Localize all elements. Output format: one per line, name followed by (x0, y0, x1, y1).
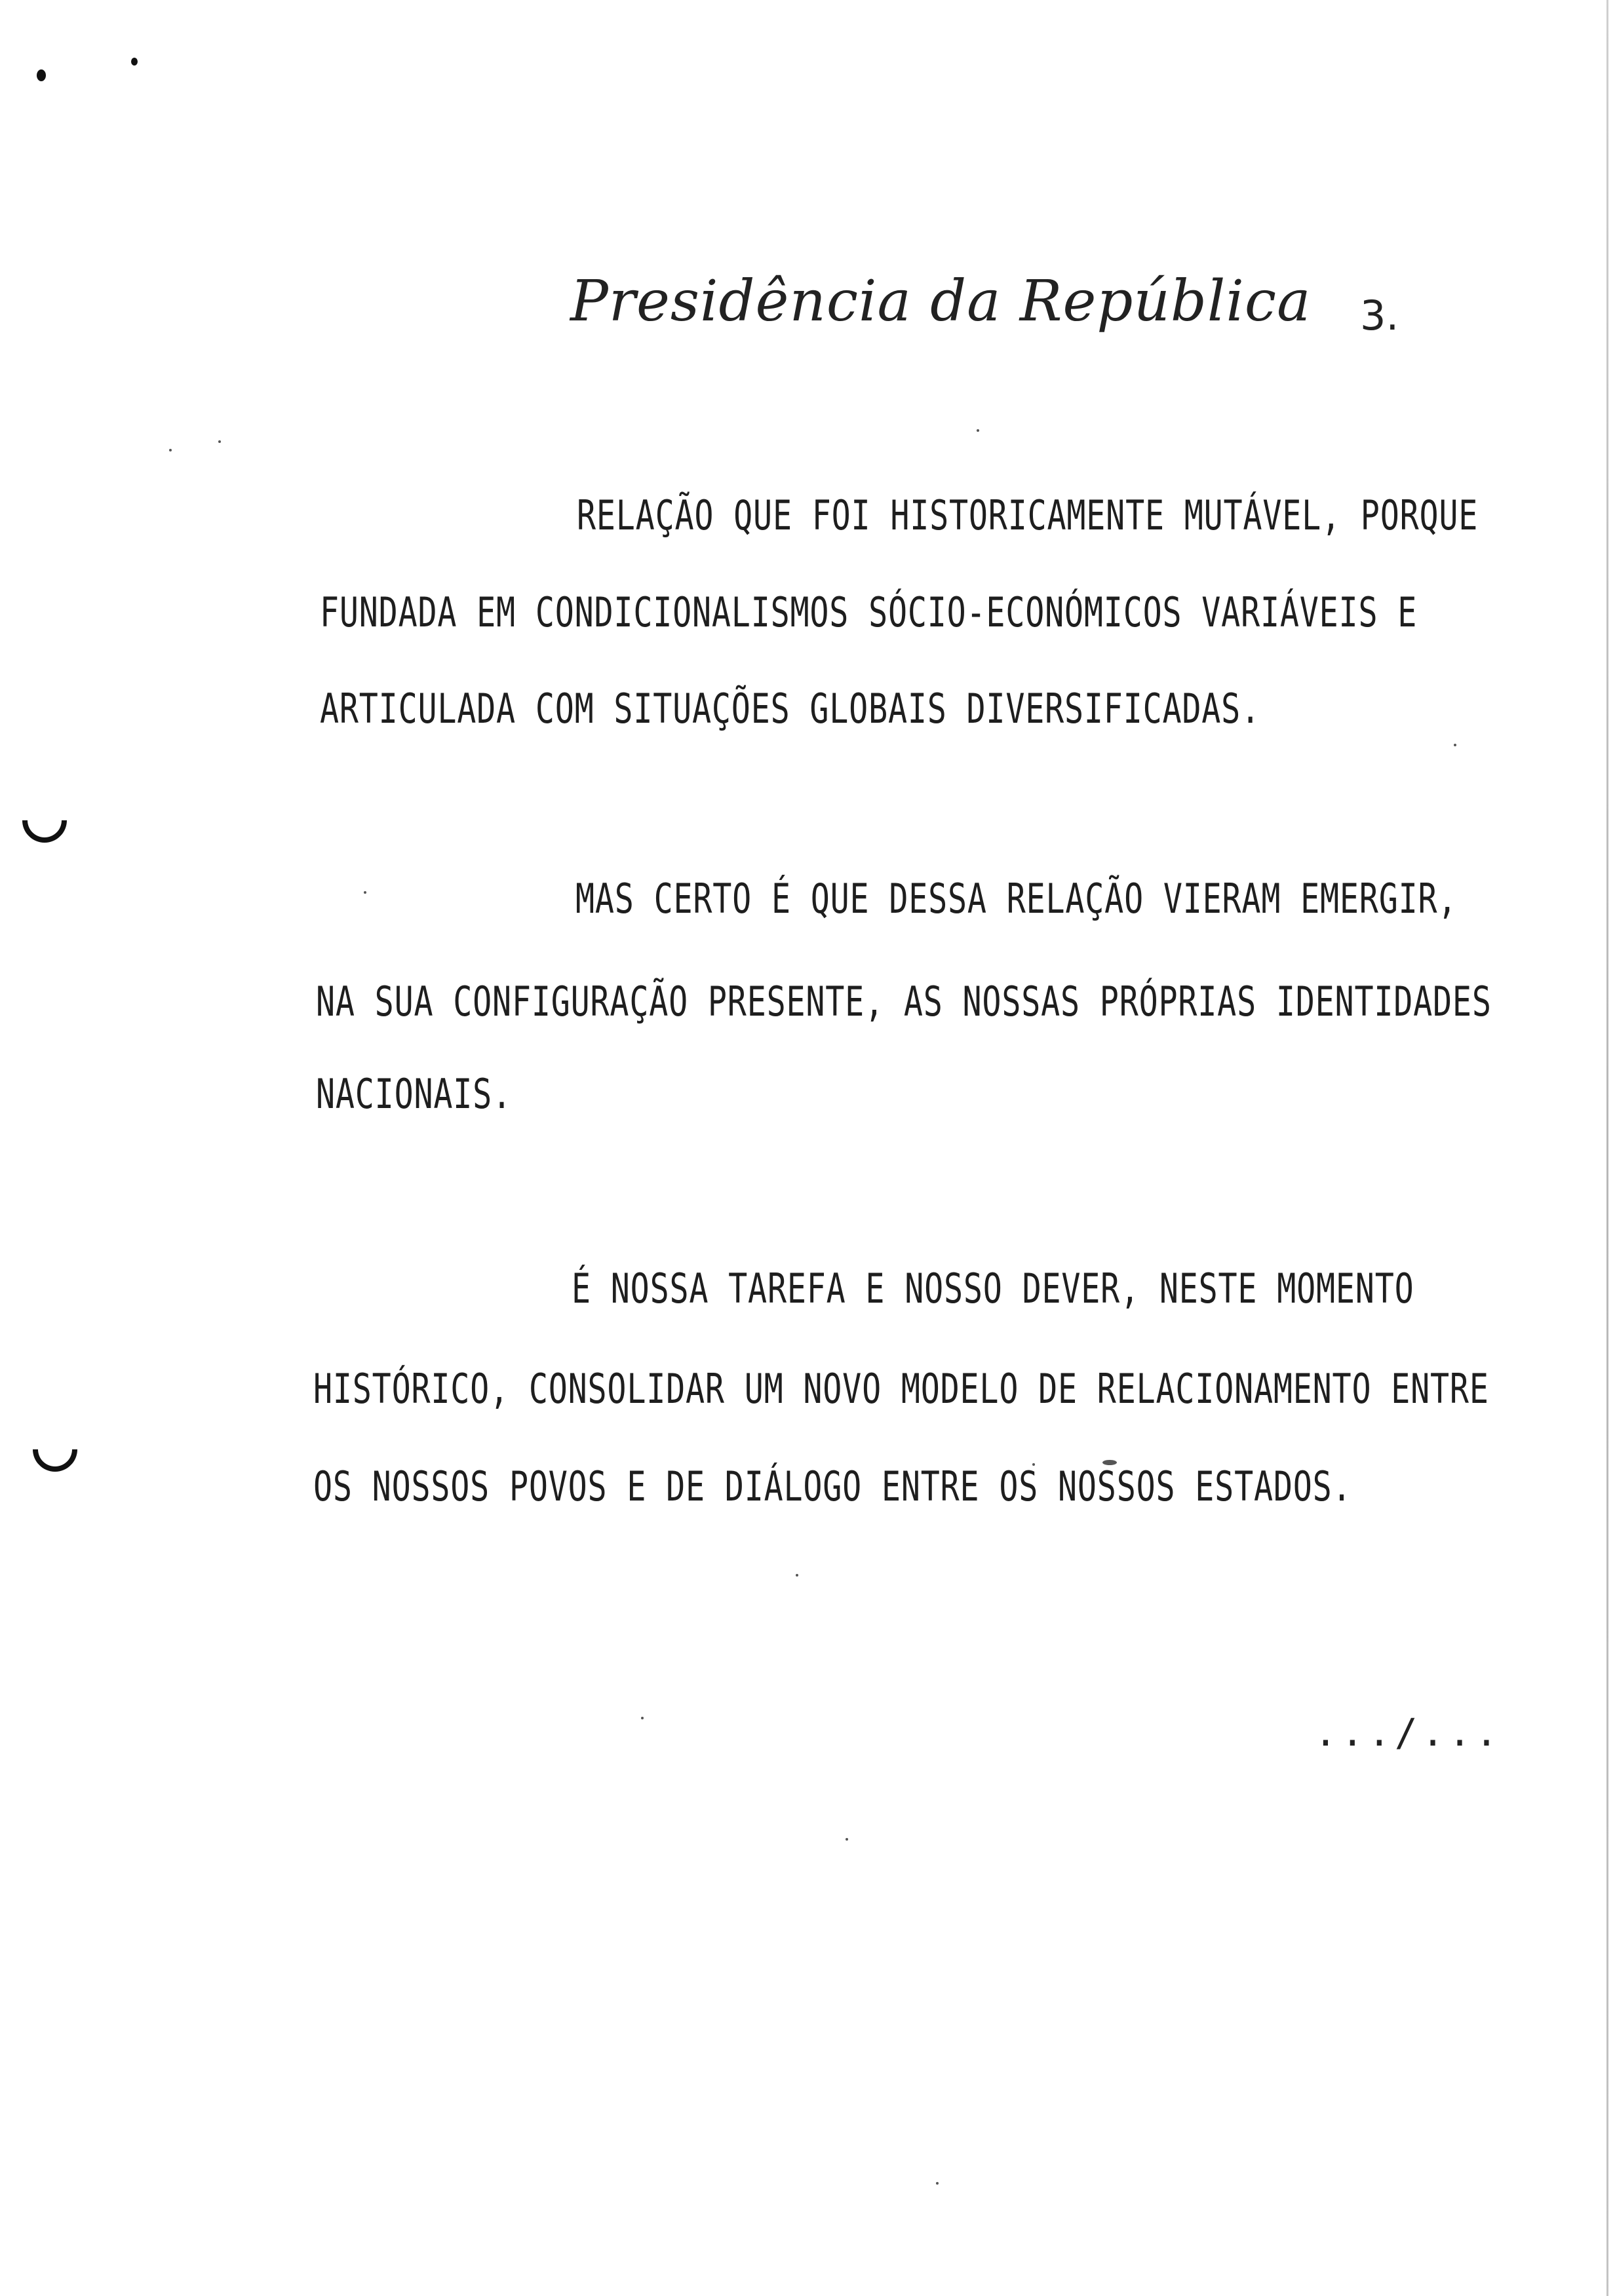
continuation-marker: .../... (1314, 1710, 1502, 1755)
paragraph-line: FUNDADA EM CONDICIONALISMOS SÓCIO-ECONÓMICOS VARIÁVEIS E (320, 588, 1418, 636)
punch-hole-mark (24, 1418, 87, 1481)
scan-speck (364, 891, 366, 894)
paragraph-line: MAS CERTO É QUE DESSA RELAÇÃO VIERAM EMERGIR, (575, 875, 1458, 923)
scan-speck (977, 429, 979, 432)
paragraph-line: NA SUA CONFIGURAÇÃO PRESENTE, AS NOSSAS PRÓPRIAS IDENTIDADES (316, 978, 1492, 1025)
punch-hole-mark (13, 789, 76, 852)
paragraph-line: ARTICULADA COM SITUAÇÕES GLOBAIS DIVERSIFICADAS. (320, 685, 1260, 733)
scan-speck (169, 449, 172, 451)
paragraph-line: É NOSSA TAREFA E NOSSO DEVER, NESTE MOMENTO (572, 1265, 1414, 1312)
scan-dot (131, 58, 138, 66)
letterhead: Presidência da República (570, 269, 1312, 334)
paragraph-line: OS NOSSOS POVOS E DE DIÁLOGO ENTRE OS NOSSOS ESTADOS. (313, 1463, 1352, 1510)
scan-speck (1454, 744, 1456, 746)
scan-edge (1606, 0, 1608, 2296)
scan-speck (218, 440, 221, 443)
paragraph-line: HISTÓRICO, CONSOLIDAR UM NOVO MODELO DE RELACIONAMENTO ENTRE (313, 1365, 1489, 1413)
scan-speck (936, 2182, 939, 2185)
page-number: 3. (1360, 292, 1399, 339)
paragraph-line: NACIONAIS. (316, 1070, 512, 1118)
scan-dot (37, 69, 46, 81)
scan-speck (796, 1574, 798, 1577)
scan-speck (641, 1717, 644, 1719)
scan-speck (846, 1838, 848, 1841)
paragraph-line: RELAÇÃO QUE FOI HISTORICAMENTE MUTÁVEL, PORQUE (577, 491, 1479, 539)
